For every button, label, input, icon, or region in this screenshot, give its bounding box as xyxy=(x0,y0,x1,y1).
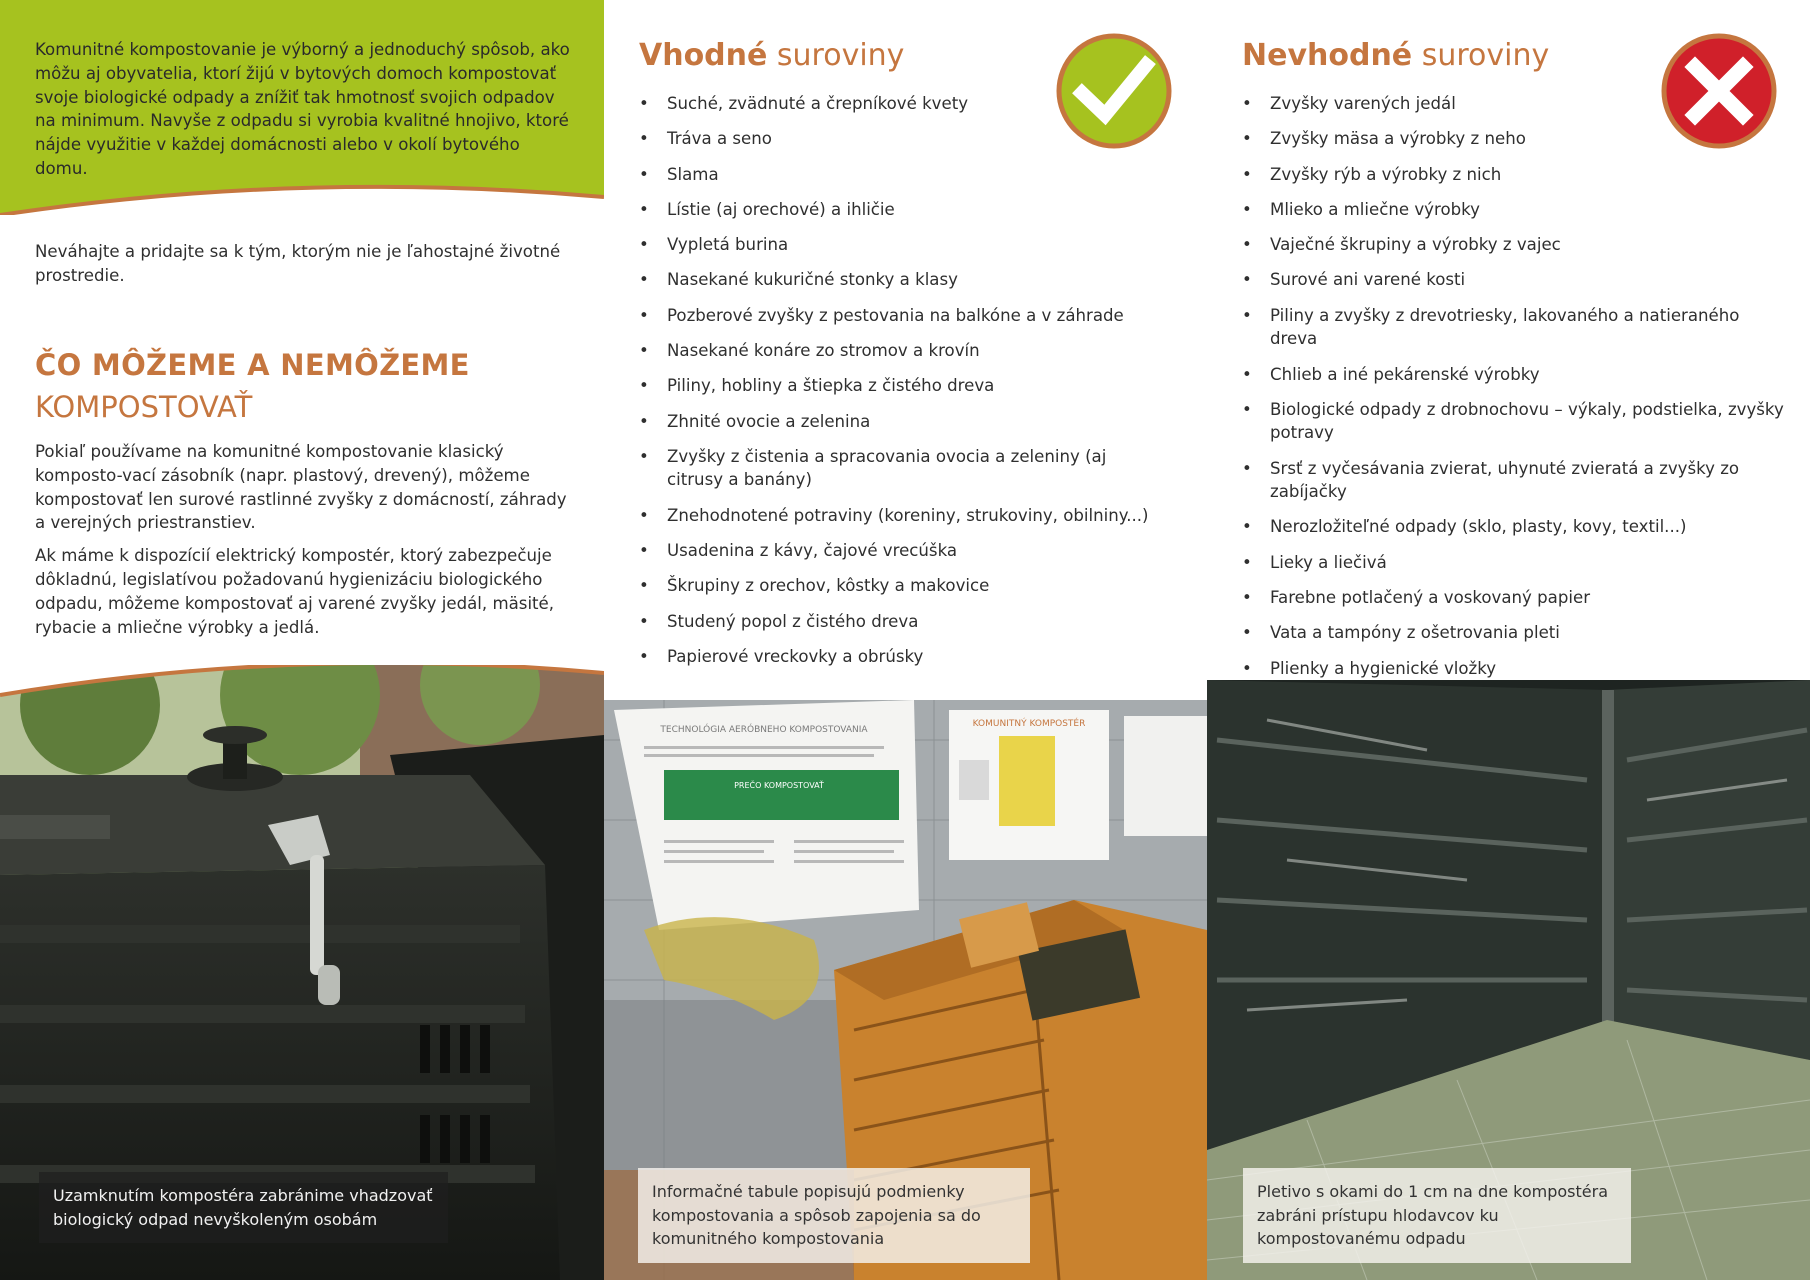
board-title: KOMUNITNÝ KOMPOSTÉR xyxy=(972,719,1086,729)
suitable-item: • Usadenina z kávy, čajové vrecúška xyxy=(639,539,1164,563)
unsuitable-materials-panel xyxy=(1207,0,1810,1280)
unsuitable-item: • Biologické odpady z drobnochovu – výkaly, podstielka, zvyšky potravy xyxy=(1242,398,1787,445)
unsuitable-title-light: suroviny xyxy=(1412,38,1550,73)
suitable-title xyxy=(639,36,904,76)
suitable-item: • Papierové vreckovky a obrúsky xyxy=(639,645,1164,669)
suitable-materials-panel xyxy=(604,0,1207,1280)
suitable-item: • Pozberové zvyšky z pestovania na balkóne a v záhrade xyxy=(639,304,1164,328)
unsuitable-item: • Srsť z vyčesávania zvierat, uhynuté zvieratá a zvyšky zo zabíjačky xyxy=(1242,457,1787,504)
suitable-title-light: suroviny xyxy=(767,38,905,73)
unsuitable-item: • Mlieko a mliečne výrobky xyxy=(1242,198,1787,222)
board-box-label: PREČO KOMPOSTOVAŤ xyxy=(734,781,824,790)
photo-caption-mesh: Pletivo s okami do 1 cm na dne kompostéra zabráni prístupu hlodavcov ku kompostovanému odpadu xyxy=(1243,1168,1631,1263)
unsuitable-item: • Zvyšky mäsa a výrobky z neho xyxy=(1242,127,1787,151)
photo-caption-boards: Informačné tabule popisujú podmienky kompostovania a spôsob zapojenia sa do komunitného kompostovania xyxy=(638,1168,1030,1263)
suitable-item: • Slama xyxy=(639,163,1164,187)
suitable-item: • Škrupiny z orechov, kôstky a makovice xyxy=(639,574,1164,598)
unsuitable-title-bold: Nevhodné xyxy=(1242,38,1413,73)
photo-caption-lock: Uzamknutím kompostéra zabránime vhadzovať biologický odpad nevyškoleným osobám xyxy=(39,1172,448,1243)
rules-paragraph-2: Ak máme k dispozícií elektrický kompostér, ktorý zabezpečuje dôkladnú, legislatívou požadovanú hygienizáciu biologického odpadu, môžeme kompostovať aj varené zvyšky jedál, mäsité, rybacie a mliečne výrobky a jedlá. xyxy=(35,546,555,637)
suitable-items-list xyxy=(639,92,1164,680)
composting-rules-text xyxy=(35,440,575,648)
suitable-item: • Piliny, hobliny a štiepka z čistého dreva xyxy=(639,374,1164,398)
unsuitable-item: • Vata a tampóny z ošetrovania pleti xyxy=(1242,621,1787,645)
unsuitable-item: • Chlieb a iné pekárenské výrobky xyxy=(1242,363,1787,387)
section-heading xyxy=(35,344,575,428)
unsuitable-item: • Piliny a zvyšky z drevotriesky, lakovaného a natieraného dreva xyxy=(1242,304,1787,351)
suitable-item: • Nasekané konáre zo stromov a krovín xyxy=(639,339,1164,363)
rules-paragraph-1: Pokiaľ používame na komunitné kompostovanie klasický komposto-vací zásobník (napr. plastový, drevený), môžeme kompostovať len surové rastlinné zvyšky z domácností, záhrady a verejných priestranstiev. xyxy=(35,442,567,533)
unsuitable-item: • Nerozložiteľné odpady (sklo, plasty, kovy, textil...) xyxy=(1242,515,1787,539)
suitable-item: • Studený popol z čistého dreva xyxy=(639,610,1164,634)
unsuitable-item: • Plienky a hygienické vložky xyxy=(1242,657,1787,681)
board-subtitle: TECHNOLÓGIA AERÓBNEHO KOMPOSTOVANIA xyxy=(660,725,868,735)
unsuitable-item: • Vaječné škrupiny a výrobky z vajec xyxy=(1242,233,1787,257)
suitable-item: • Zhnité ovocie a zelenina xyxy=(639,410,1164,434)
left-panel xyxy=(0,0,604,1280)
suitable-title-bold: Vhodné xyxy=(639,38,768,73)
suitable-item: • Tráva a seno xyxy=(639,127,1164,151)
unsuitable-item: • Surové ani varené kosti xyxy=(1242,268,1787,292)
unsuitable-title xyxy=(1242,36,1549,76)
section-heading-bold: ČO MÔŽEME A NEMÔŽEME xyxy=(35,348,470,382)
unsuitable-item: • Zvyšky rýb a výrobky z nich xyxy=(1242,163,1787,187)
intro-paragraph: Komunitné kompostovanie je výborný a jednoduchý spôsob, ako môžu aj obyvatelia, ktorí žijú v bytových domoch kompostovať svoje biologické odpady a znížiť tak hmotnosť svojich odpadov na minimum. Navyše z odpadu si vyrobia kvalitné hnojivo, ktoré nájde využitie v každej domácnosti alebo v okolí bytového domu. xyxy=(35,40,570,178)
suitable-item: • Nasekané kukuričné stonky a klasy xyxy=(639,268,1164,292)
unsuitable-item: • Zvyšky varených jedál xyxy=(1242,92,1787,116)
suitable-item: • Lístie (aj orechové) a ihličie xyxy=(639,198,1164,222)
join-invitation: Neváhajte a pridajte sa k tým, ktorým nie je ľahostajné životné prostredie. xyxy=(35,242,561,285)
unsuitable-items-list xyxy=(1242,92,1787,692)
suitable-item: • Suché, zvädnuté a črepníkové kvety xyxy=(639,92,1164,116)
unsuitable-item: • Farebne potlačený a voskovaný papier xyxy=(1242,586,1787,610)
suitable-item: • Vypletá burina xyxy=(639,233,1164,257)
suitable-item: • Znehodnotené potraviny (koreniny, strukoviny, obilniny...) xyxy=(639,504,1164,528)
section-heading-light: KOMPOSTOVAŤ xyxy=(35,390,253,424)
suitable-item: • Zvyšky z čistenia a spracovania ovocia a zeleniny (aj citrusy a banány) xyxy=(639,445,1164,492)
unsuitable-item: • Lieky a liečivá xyxy=(1242,551,1787,575)
